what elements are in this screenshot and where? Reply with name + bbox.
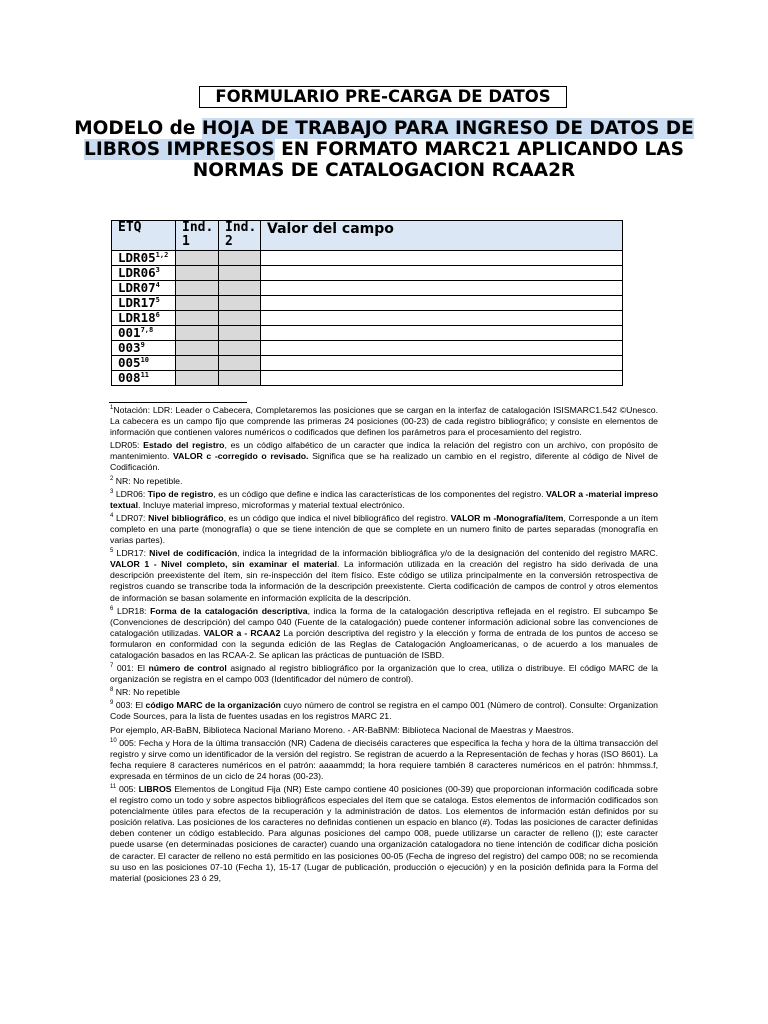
ind2-cell: [219, 281, 261, 296]
ind1-cell: [176, 356, 219, 371]
table-row: [112, 311, 623, 326]
footnote-number: 8: [110, 687, 114, 694]
footnote-term: Forma de la catalogación descriptiva: [150, 605, 308, 616]
footnote-8: [110, 687, 658, 698]
footnote-separator: [109, 402, 247, 403]
footnote-number: 7: [110, 663, 114, 670]
etq-tag: 001: [118, 325, 141, 340]
footnote-text: LDR07:: [113, 512, 149, 523]
footnote-value: VALOR m -Monografía/ítem: [450, 512, 564, 523]
footnote-term: Tipo de registro: [147, 488, 214, 499]
footnote-ref: 10: [140, 355, 150, 364]
etq-cell: [112, 311, 176, 326]
table-row: [112, 326, 623, 341]
footnote-term: Estado del registro: [143, 440, 225, 451]
model-title-highlight: HOJA DE TRABAJO PARA INGRESO DE DATOS DE LIBROS IMPRESOS: [84, 118, 694, 160]
footnote-text: . La información utilizada en la creación del registro ha sido derivada de una descripción preexistente del ítem, sin re-inspección del ítem físico. Este código se utiliza principalmente en la conversión retrospectiva de registros cuando se transcribe toda la información de la descripción preexistente. Cierta codificación de campos de control y otros elementos de información se basan solamente en información explícita de la descripción.: [110, 559, 658, 603]
ind2-cell: [219, 356, 261, 371]
valor-cell[interactable]: [261, 341, 623, 356]
footnote-number: 10: [110, 737, 117, 744]
footnote-text: La porción descriptiva del registro y la elección y forma de entrada de los puntos de acceso se formularon en conformidad con la segunda edición de las Reglas de Catalogación Angloamericanas, o de acuerdo a los manuales de catalogación basados en las RCAA-2. Se aplican las prácticas de puntuación de ISBD.: [110, 627, 658, 660]
ind1-cell: [176, 311, 219, 326]
etq-tag: LDR18: [118, 310, 156, 325]
footnote-10: [110, 738, 658, 782]
footnote-7: [110, 663, 658, 685]
footnote-text: , es un código alfabético de un caracter que indica la relación del registro con un archivo, con propósito de mantenimiento.: [110, 440, 659, 462]
ind1-cell: [176, 296, 219, 311]
table-row: [112, 266, 623, 281]
footnote-text: NR: No repetible: [113, 687, 180, 698]
footnote-5: [110, 548, 658, 603]
valor-cell[interactable]: [261, 356, 623, 371]
footnote-value: VALOR c -corregido o revisado.: [173, 451, 309, 462]
ind1-cell: [176, 326, 219, 341]
table-row: [112, 251, 623, 266]
footnote-term: Nivel de codificación: [149, 548, 238, 559]
model-title: [70, 118, 698, 181]
etq-cell: [112, 266, 176, 281]
etq-tag: 005: [118, 355, 141, 370]
footnote-text: , indica la forma de la catalogación descriptiva reflejada en el registro. El subcampo $e (Convenciones de descripción) del campo 040 (Fuente de la catalogación) puede contener información adicional sobre las convenciones de catalogación utilizadas.: [110, 605, 658, 638]
footnote-text: , es un código que define e indica las características de los componentes del registro.: [213, 488, 546, 499]
footnote-1-ldr05: [110, 440, 658, 473]
footnote-value: VALOR 1 - Nivel completo, sin examinar el material: [110, 559, 337, 570]
etq-cell: [112, 281, 176, 296]
ind2-cell: [219, 266, 261, 281]
valor-cell[interactable]: [261, 266, 623, 281]
ind2-cell: [219, 341, 261, 356]
footnote-text: 001: El: [113, 663, 149, 674]
footnote-ref: 4: [155, 280, 160, 289]
footnote-text: 003: El: [113, 700, 146, 711]
footnote-text: , Corresponde a un ítem completo en una parte (monografía) o que se tiene intención de que se complete en un numero finito de partes separadas (monografía en varias partes).: [110, 512, 658, 546]
etq-tag: 008: [118, 370, 141, 385]
footnote-term: número de control: [148, 663, 227, 674]
footnote-number: 11: [110, 784, 117, 791]
ind1-cell: [176, 371, 219, 386]
footnote-ref: 9: [140, 340, 145, 349]
valor-cell[interactable]: [261, 281, 623, 296]
footnote-term: LIBROS: [138, 784, 172, 794]
etq-tag: LDR05: [118, 250, 156, 265]
footnote-value: VALOR a -material impreso textual: [110, 488, 658, 510]
footnote-3: [110, 489, 658, 511]
etq-cell: [112, 341, 176, 356]
footnote-ref: 5: [155, 295, 160, 304]
footnotes: [110, 405, 658, 886]
header-etq: ETQ: [112, 221, 176, 251]
table-row: [112, 296, 623, 311]
footnote-number: 5: [110, 548, 114, 555]
footnote-text: asignado al registro bibliográfico por la organización que lo crea, utiliza o distribuye. El código MARC de la organización se registra en el campo 003 (Identificador del número de control).: [110, 663, 659, 685]
footnote-ref: 6: [155, 310, 160, 319]
footnote-number: 6: [110, 605, 114, 612]
marc-worksheet-table: [111, 220, 623, 386]
footnote-ref: 7,8: [140, 325, 154, 334]
model-title-prefix: MODELO de: [74, 118, 202, 139]
ind1-cell: [176, 266, 219, 281]
footnote-text: . Incluye material impreso, microformas y material textual electrónico.: [138, 499, 405, 510]
footnote-9-example: [110, 725, 658, 736]
footnote-4: [110, 513, 658, 546]
etq-cell: [112, 251, 176, 266]
footnote-9: [110, 700, 658, 722]
etq-cell: [112, 326, 176, 341]
footnote-text: cuyo número de control se registra en el campo 001 (Número de control). Consulte: Organization Code Sources, para la lista de fuentes usadas en los registros MARC 21.: [110, 700, 659, 722]
footnote-text: Significa que se ha realizado un cambio en el registro, diferente al código de Nivel de Codificación.: [110, 451, 658, 473]
ind1-cell: [176, 341, 219, 356]
footnote-value: VALOR a - RCAA2: [203, 627, 281, 638]
footnote-2: [110, 476, 658, 487]
table-row: [112, 341, 623, 356]
footnote-text: , es un código que indica el nivel bibliográfico del registro.: [223, 512, 451, 523]
footnote-text: 005:: [116, 784, 139, 794]
table-row: [112, 371, 623, 386]
ind2-cell: [219, 371, 261, 386]
header-valor: Valor del campo: [261, 221, 623, 251]
model-title-suffix: EN FORMATO MARC21 APLICANDO LAS NORMAS DE CATALOGACION RCAA2R: [192, 139, 684, 181]
ind1-cell: [176, 281, 219, 296]
etq-cell: [112, 356, 176, 371]
footnote-1: [110, 405, 658, 438]
footnote-text: LDR06:: [113, 488, 148, 499]
valor-cell[interactable]: [261, 371, 623, 386]
footnote-text: LDR05:: [110, 440, 144, 451]
valor-cell[interactable]: [261, 296, 623, 311]
footnote-text: Elementos de Longitud Fija (NR) Este campo contiene 40 posiciones (00-39) que proporcionan información codificada sobre el registro como un todo y sobre aspectos bibliográficos especiales del ítem que se cataloga. Estos elementos de información codificados son potencialmente útiles para efectos de la recuperación y la administración de datos. Los elementos de información están definidos por su posición relativa. Las posiciones de los caracteres no definidas contienen un espacio en blanco (#). Todas las posiciones de caracter definidas deben contener un código establecido. Para algunas posiciones del campo 008, puede utilizarse un caracter de relleno (|); este caracter puede usarse (en determinadas posiciones de caracter) cuando una organización catalogadora no tiene intención de codificar dicha posición de caracter. El caracter de relleno no está permitido en las posiciones 00-05 (Fecha de ingreso del registro) del campo 008; no se recomienda su uso en las posiciones 07-10 (Fecha 1), 15-17 (Lugar de publicación, producción o ejecución) y en la posición definida para la Forma del material (posiciones 23 ó 29,: [110, 784, 658, 883]
etq-tag: 003: [118, 340, 141, 355]
form-title: FORMULARIO PRE-CARGA DE DATOS: [199, 86, 567, 108]
footnote-11: [110, 784, 658, 884]
footnote-number: 4: [110, 512, 114, 519]
ind1-cell: [176, 251, 219, 266]
valor-cell[interactable]: [261, 311, 623, 326]
footnote-text: 005: Fecha y Hora de la última transacción (NR) Cadena de dieciséis caracteres que especifica la fecha y hora de la última transacción del registro y sirve como un identificador de la versión del registro. Se registran de acuerdo a la Representación de fechas y horas (ISO 8601). La fecha requiere 8 caracteres numéricos en el patrón: aaaammdd; la hora requiere también 8 caracteres numéricos en el patrón: hhmmss.f, expresada en términos de un ciclo de 24 horas (00-23).: [110, 737, 658, 781]
valor-cell[interactable]: [261, 251, 623, 266]
ind2-cell: [219, 296, 261, 311]
etq-tag: LDR06: [118, 265, 156, 280]
table-row: [112, 356, 623, 371]
footnote-text: LDR17:: [113, 548, 150, 559]
footnote-number: 3: [110, 488, 114, 495]
footnote-term: Nivel bibliográfico: [148, 512, 224, 523]
footnote-text: LDR18:: [113, 605, 151, 616]
footnote-number: 2: [110, 475, 114, 482]
footnote-text: NR: No repetible.: [113, 475, 183, 486]
footnote-number: 1: [110, 405, 114, 412]
table-header-row: [112, 221, 623, 251]
etq-tag: LDR07: [118, 280, 156, 295]
etq-cell: [112, 371, 176, 386]
footnote-number: 9: [110, 700, 114, 707]
table-row: [112, 281, 623, 296]
footnote-6: [110, 606, 658, 661]
ind2-cell: [219, 311, 261, 326]
header-ind2: Ind. 2: [219, 221, 261, 251]
header-ind1: Ind. 1: [176, 221, 219, 251]
footnote-ref: 3: [155, 265, 160, 274]
ind2-cell: [219, 251, 261, 266]
footnote-ref: 11: [140, 370, 150, 379]
footnote-term: código MARC de la organización: [145, 700, 281, 711]
footnote-ref: 1,2: [155, 250, 169, 259]
etq-cell: [112, 296, 176, 311]
valor-cell[interactable]: [261, 326, 623, 341]
ind2-cell: [219, 326, 261, 341]
etq-tag: LDR17: [118, 295, 156, 310]
marc-table-body: [112, 251, 623, 386]
footnote-text: Notación: LDR: Leader o Cabecera, Completaremos las posiciones que se cargan en la interfaz de catalogación ISISMARC1.542 ©Unesco. La cabecera es un campo fijo que comprende las primeras 24 posiciones (00-23) de cada registro bibliográfico; y consiste en elementos de información que contienen valores numéricos o codificados que definen los parámetros para el procesamiento del registro.: [110, 405, 658, 438]
footnote-text: , indica la integridad de la información bibliográfica y/o de la designación del contenido del registro MARC.: [237, 548, 658, 559]
footnote-text: Por ejemplo, AR-BaBN, Biblioteca Nacional Mariano Moreno. - AR-BaBNM: Biblioteca Nacional de Maestras y Maestros.: [110, 724, 574, 735]
